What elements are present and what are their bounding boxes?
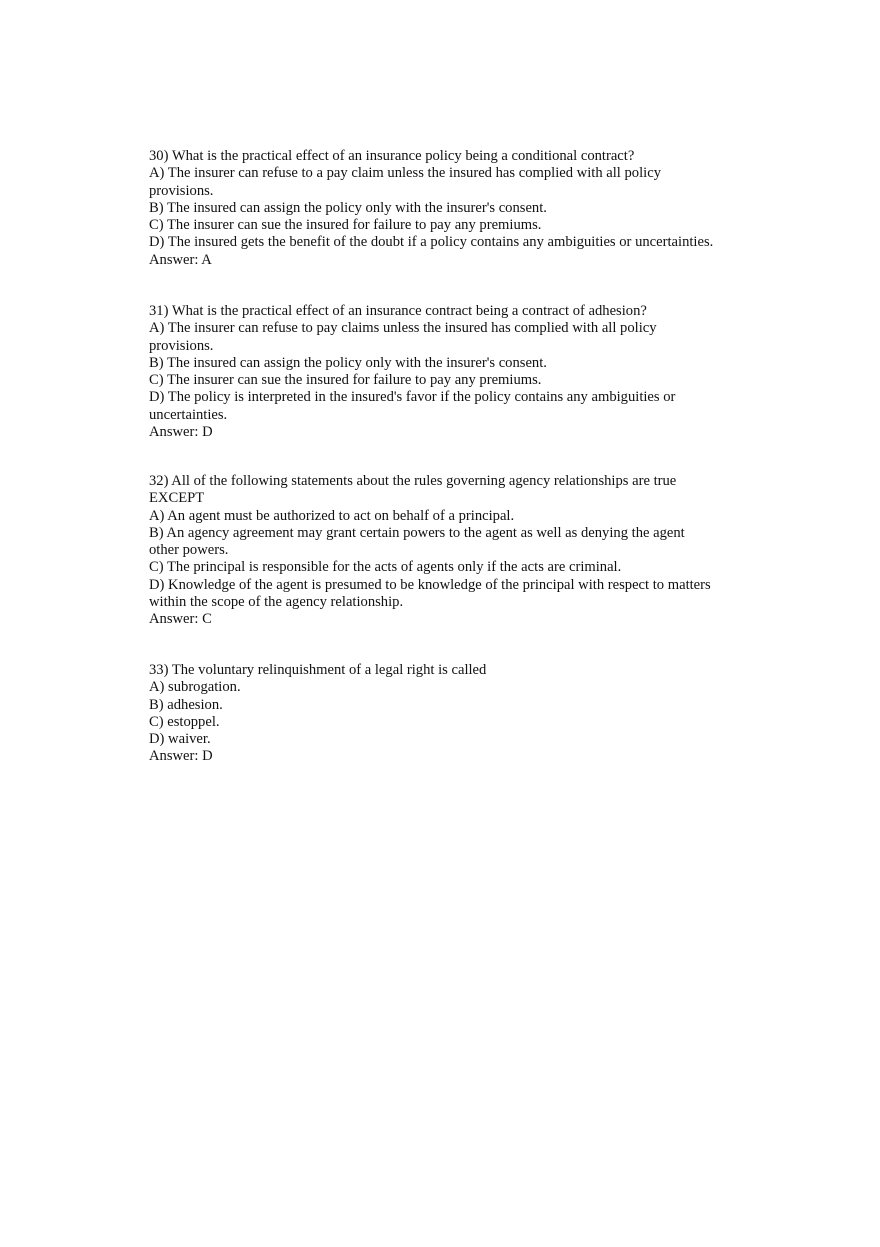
question-line: D) The policy is interpreted in the insured's favor if the policy contains any ambiguities or — [149, 389, 676, 406]
question-line: EXCEPT — [149, 490, 205, 507]
question-line: D) The insured gets the benefit of the doubt if a policy contains any ambiguities or uncertainties. — [149, 234, 714, 251]
question-text: 33) The voluntary relinquishment of a legal right is called — [149, 662, 487, 678]
question-line: A) An agent must be authorized to act on behalf of a principal. — [149, 507, 515, 524]
question-line: D) waiver. — [149, 731, 211, 748]
question-32 — [149, 473, 711, 629]
question-line: within the scope of the agency relationship. — [149, 594, 404, 611]
question-line: B) The insured can assign the policy only with the insurer's consent. — [149, 199, 547, 216]
question-text: 31) What is the practical effect of an insurance contract being a contract of adhesion? — [149, 303, 647, 319]
question-line: C) The principal is responsible for the acts of agents only if the acts are criminal. — [149, 559, 622, 576]
question-line: C) estoppel. — [149, 713, 220, 730]
question-line: provisions. — [149, 182, 214, 199]
question-line: B) The insured can assign the policy only with the insurer's consent. — [149, 354, 547, 371]
question-text: 32) All of the following statements about the rules governing agency relationships are true — [149, 473, 677, 489]
question-line: Answer: C — [149, 611, 212, 628]
question-line: Answer: D — [149, 424, 213, 441]
question-line: provisions. — [149, 337, 214, 354]
question-line: A) The insurer can refuse to pay claims unless the insured has complied with all policy — [149, 320, 657, 337]
question-31 — [149, 303, 675, 441]
question-33 — [149, 662, 486, 766]
question-text: 30) What is the practical effect of an insurance policy being a conditional contract? — [149, 148, 635, 164]
question-line: B) An agency agreement may grant certain powers to the agent as well as denying the agent — [149, 524, 685, 541]
question-line: A) The insurer can refuse to a pay claim unless the insured has complied with all policy — [149, 165, 661, 182]
question-line: A) subrogation. — [149, 679, 241, 696]
question-line: C) The insurer can sue the insured for failure to pay any premiums. — [149, 372, 542, 389]
question-line: D) Knowledge of the agent is presumed to be knowledge of the principal with respect to matters — [149, 576, 711, 593]
question-line: Answer: D — [149, 748, 213, 765]
question-line: other powers. — [149, 542, 229, 559]
question-line: B) adhesion. — [149, 696, 223, 713]
question-line: C) The insurer can sue the insured for failure to pay any premiums. — [149, 217, 542, 234]
question-line: Answer: A — [149, 251, 212, 268]
question-line: uncertainties. — [149, 406, 228, 423]
question-30 — [149, 148, 713, 269]
